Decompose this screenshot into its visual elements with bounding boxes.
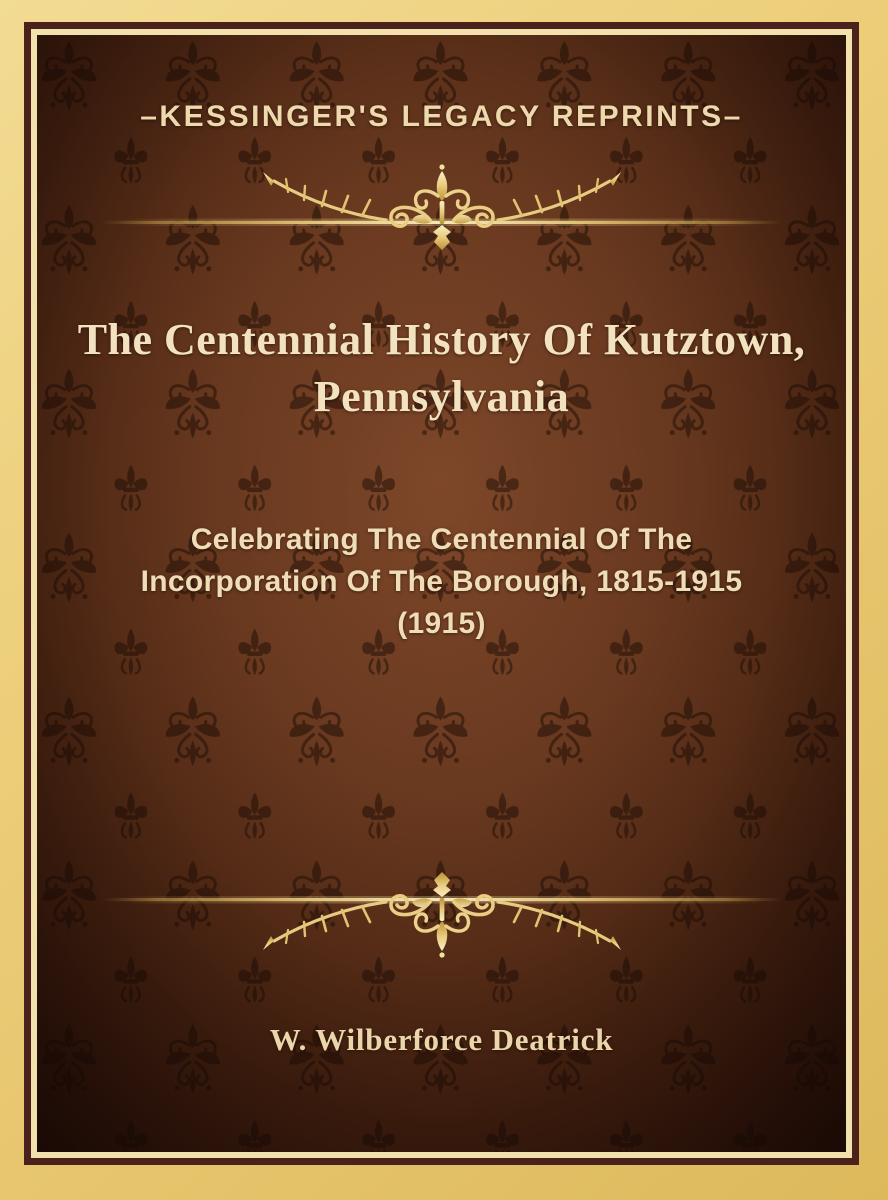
book-subtitle-line: Celebrating The Centennial Of The — [190, 523, 693, 556]
book-title-line: Pennsylvania — [313, 372, 570, 421]
book-subtitle — [37, 519, 846, 645]
book-title — [37, 311, 846, 425]
book-subtitle-line: Incorporation Of The Borough, 1815-1915 — [140, 565, 743, 598]
publisher-banner: –KESSINGER'S LEGACY REPRINTS– — [140, 100, 743, 133]
book-cover — [37, 35, 846, 1152]
book-subtitle-line: (1915) — [397, 607, 486, 640]
author-name: W. Wilberforce Deatrick — [269, 1022, 614, 1057]
flourish-divider-top-icon — [102, 161, 782, 253]
flourish-divider-bottom-icon — [102, 869, 782, 961]
cover-frame-inner-line — [31, 29, 852, 1158]
book-title-line: The Centennial History Of Kutztown, — [77, 315, 806, 364]
cover-frame — [24, 22, 859, 1165]
